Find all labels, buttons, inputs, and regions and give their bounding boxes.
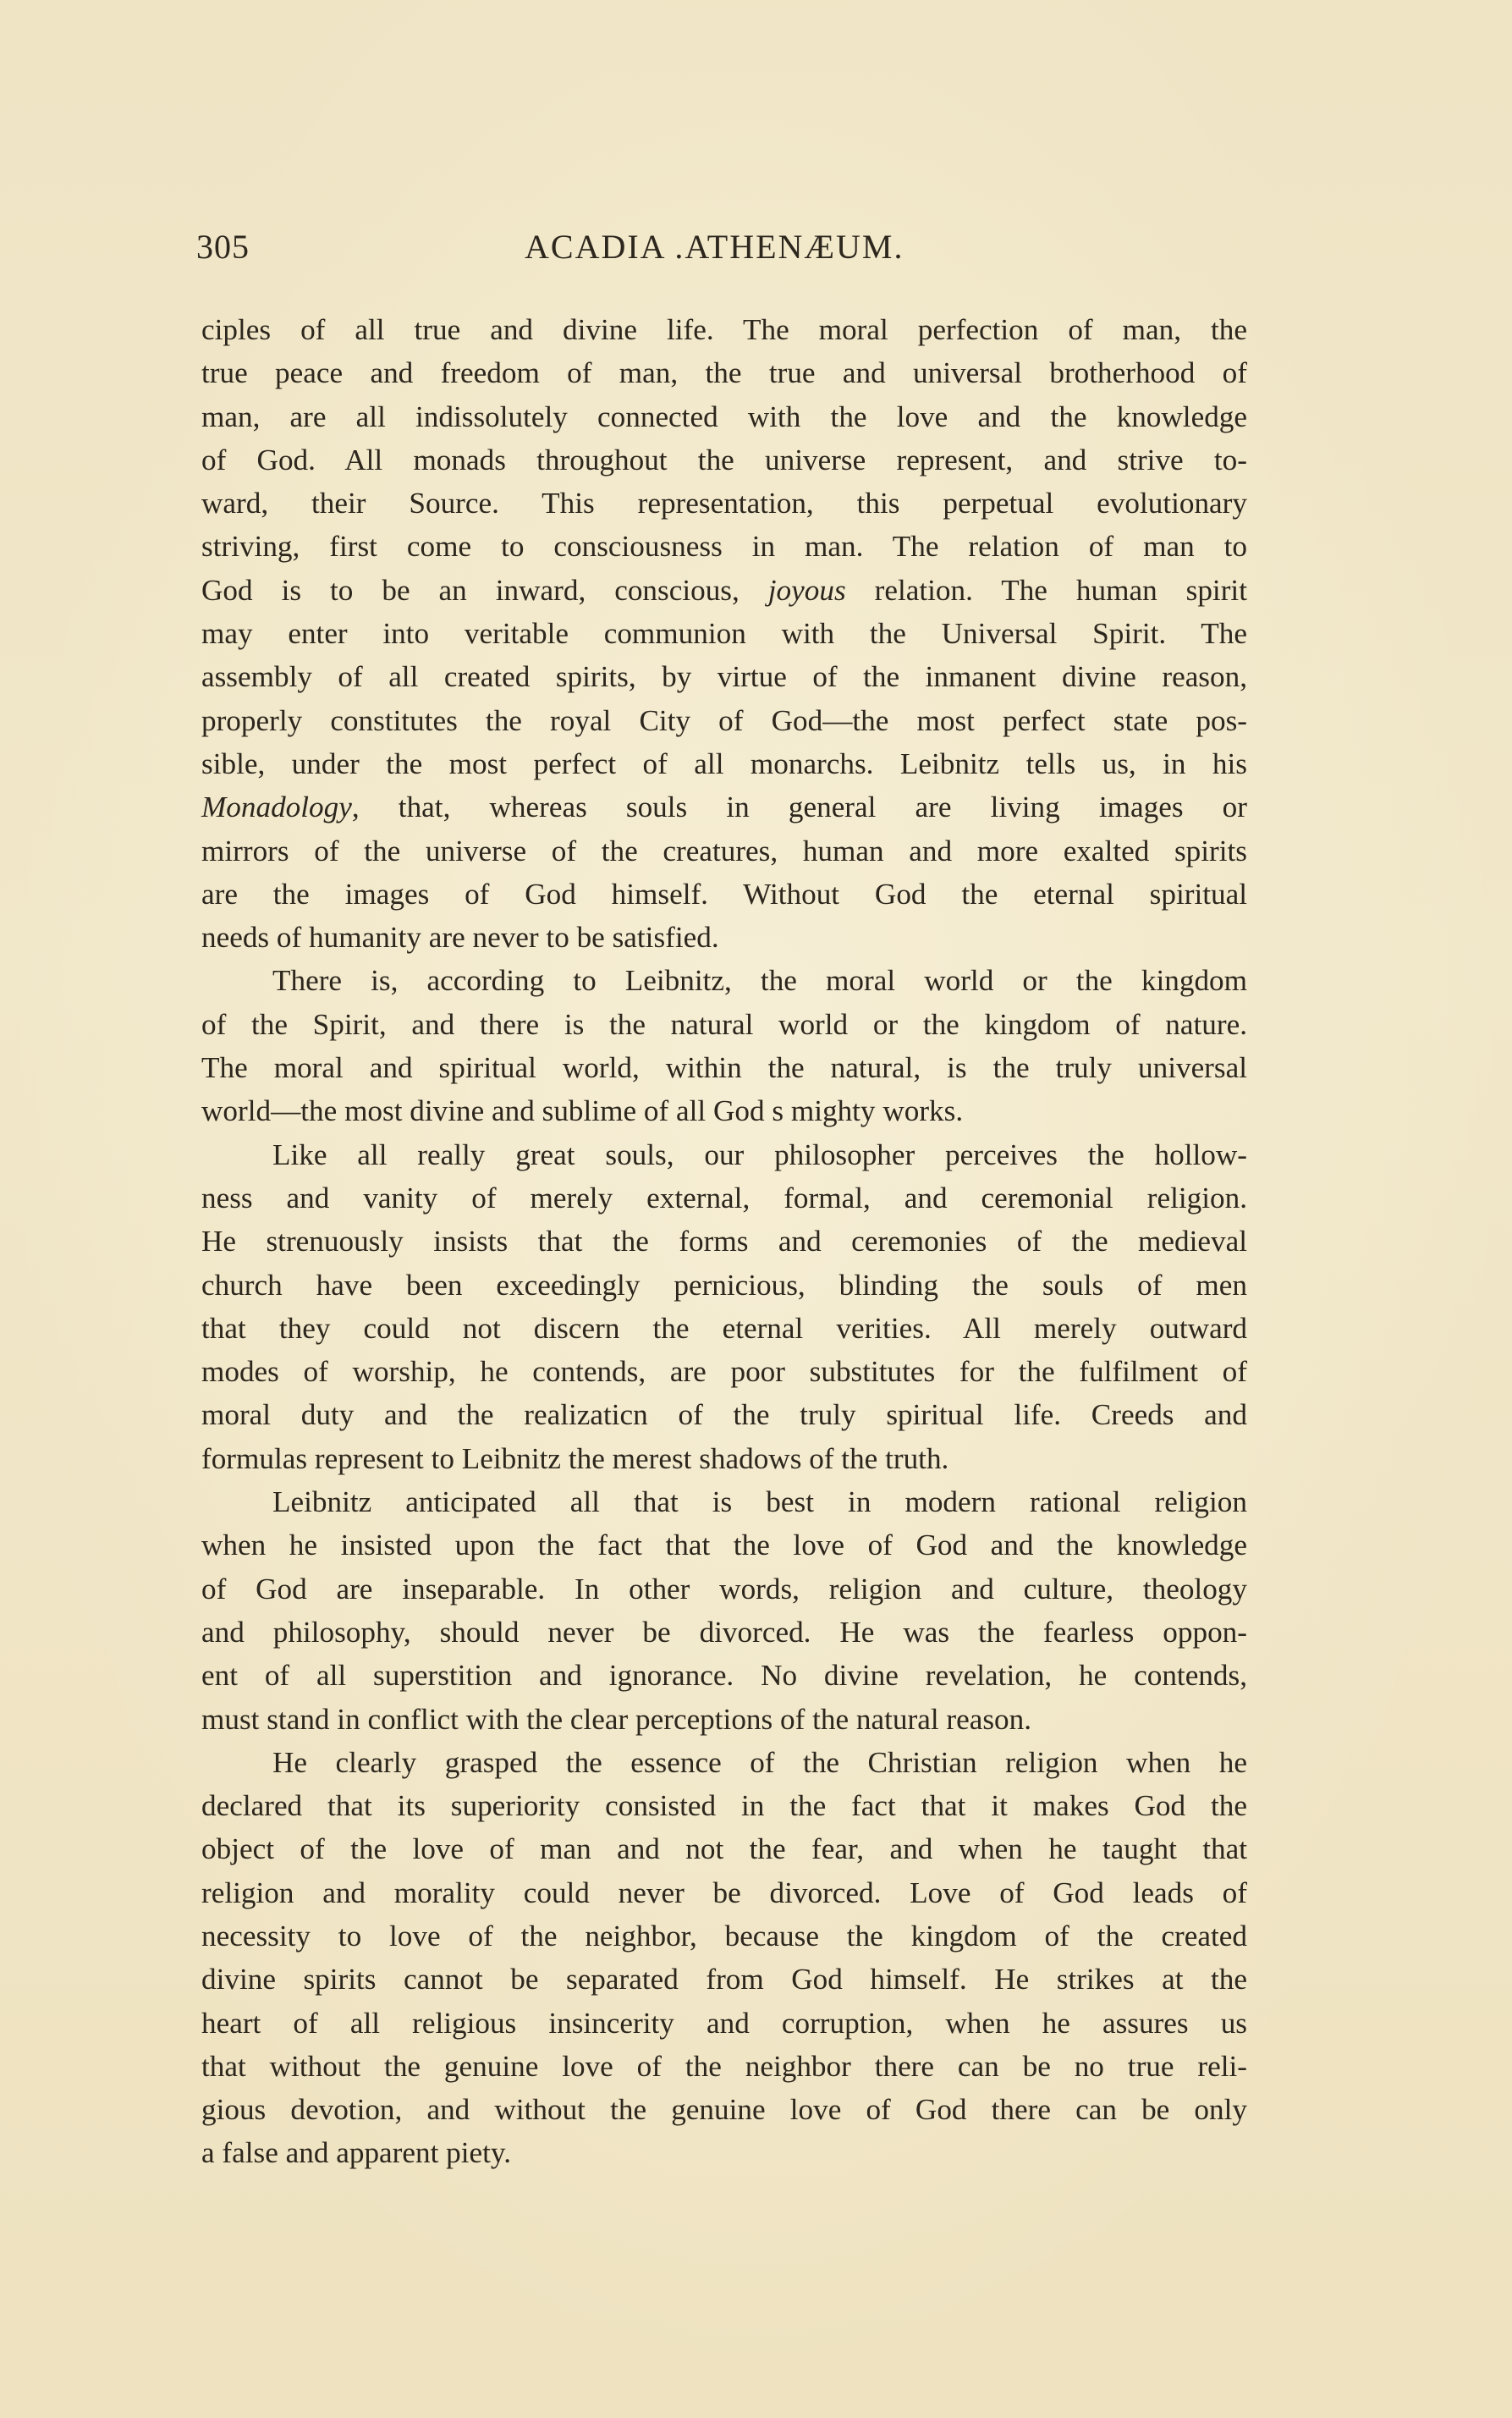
text-line: He strenuously insists that the forms and ceremonies of the medieval — [201, 1225, 1247, 1259]
text-line: declared that its superiority consisted in the fact that it makes God the — [201, 1789, 1247, 1823]
text-line — [201, 785, 1247, 829]
text-line: striving, first come to consciousness in man. The relation of man to — [201, 530, 1247, 564]
text-line: assembly of all created spirits, by virtue of the inmanent divine reason, — [201, 660, 1247, 694]
paragraph — [201, 1741, 1247, 2175]
text-line: Leibnitz anticipated all that is best in modern rational religion — [272, 1485, 1247, 1519]
text-line: religion and morality could never be divorced. Love of God leads of — [201, 1875, 1247, 1909]
paragraph — [201, 1133, 1247, 1480]
text-line: ward, their Source. This representation, this perpetual evolutionary — [201, 487, 1247, 521]
text-line: and philosophy, should never be divorced. He was the fearless oppon- — [201, 1615, 1247, 1649]
text-line: modes of worship, he contends, are poor substitutes for the fulfilment of — [201, 1355, 1247, 1389]
text-run: relation. The human spirit — [845, 573, 1247, 607]
paragraph — [201, 1480, 1247, 1741]
page-number: 305 — [196, 228, 250, 266]
text-line: of God are inseparable. In other words, religion and culture, theology — [201, 1572, 1247, 1606]
text-line: mirrors of the universe of the creatures, human and more exalted spirits — [201, 834, 1247, 868]
text-line: of the Spirit, and there is the natural world or the kingdom of nature. — [201, 1007, 1247, 1041]
text-line: world—the most divine and sublime of all God s mighty works. — [201, 1094, 964, 1128]
text-line: gious devotion, and without the genuine love of God there can be only — [201, 2093, 1247, 2127]
text-line: ent of all superstition and ignorance. No divine revelation, he contends, — [201, 1659, 1247, 1693]
text-line: that they could not discern the eternal verities. All merely outward — [201, 1311, 1247, 1345]
text-line: needs of humanity are never to be satisfied. — [201, 921, 719, 955]
text-line: formulas represent to Leibnitz the merest shadows of the truth. — [201, 1441, 949, 1475]
text-run: God is to be an inward, conscious, — [201, 573, 768, 607]
text-line: may enter into veritable communion with the Universal Spirit. The — [201, 617, 1247, 651]
page-header — [196, 227, 1245, 278]
text-line: The moral and spiritual world, within the natural, is the truly universal — [201, 1051, 1247, 1085]
text-line: ciples of all true and divine life. The moral perfection of man, the — [201, 313, 1247, 346]
text-line: divine spirits cannot be separated from God himself. He strikes at the — [201, 1963, 1247, 1997]
text-line: Like all really great souls, our philosopher perceives the hollow- — [272, 1137, 1247, 1171]
text-line: man, are all indissolutely connected with the love and the knowledge — [201, 399, 1247, 433]
text-line: He clearly grasped the essence of the Christian religion when he — [272, 1745, 1247, 1779]
italic-term: joyous — [767, 573, 846, 607]
text-line: true peace and freedom of man, the true and universal brotherhood of — [201, 356, 1247, 390]
italic-term: Monadology — [201, 790, 352, 824]
text-line: when he insisted upon the fact that the love of God and the knowledge — [201, 1528, 1247, 1562]
text-line: sible, under the most perfect of all monarchs. Leibnitz tells us, in his — [201, 746, 1247, 780]
text-line: of God. All monads throughout the universe represent, and strive to- — [201, 443, 1247, 476]
paragraph — [201, 308, 1247, 959]
text-line: properly constitutes the royal City of God—the most perfect state pos- — [201, 703, 1247, 737]
text-line: moral duty and the realizaticn of the truly spiritual life. Creeds and — [201, 1398, 1247, 1432]
text-line: a false and apparent piety. — [201, 2136, 512, 2170]
text-line: There is, according to Leibnitz, the moral world or the kingdom — [272, 964, 1247, 998]
text-run: , that, whereas souls in general are living images or — [351, 790, 1247, 824]
text-line: are the images of God himself. Without God the eternal spiritual — [201, 877, 1247, 911]
text-line: church have been exceedingly pernicious, blinding the souls of men — [201, 1268, 1247, 1302]
text-line: that without the genuine love of the neighbor there can be no true reli- — [201, 2049, 1247, 2083]
text-line: must stand in conflict with the clear perceptions of the natural reason. — [201, 1702, 1032, 1736]
text-line: object of the love of man and not the fear, and when he taught that — [201, 1832, 1247, 1866]
body-text — [201, 308, 1247, 2175]
text-line: ness and vanity of merely external, formal, and ceremonial religion. — [201, 1181, 1247, 1215]
running-title: ACADIA .ATHENÆUM. — [525, 228, 904, 266]
text-line — [201, 569, 1247, 612]
text-line: necessity to love of the neighbor, because the kingdom of the created — [201, 1919, 1247, 1953]
text-line: heart of all religious insincerity and corruption, when he assures us — [201, 2006, 1247, 2040]
paragraph — [201, 959, 1247, 1132]
